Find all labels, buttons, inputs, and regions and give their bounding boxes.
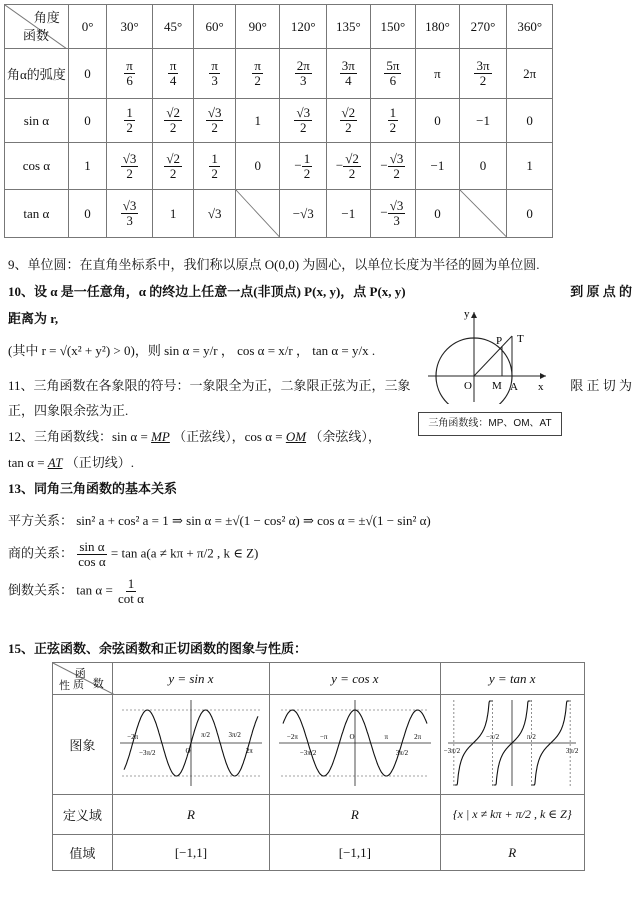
denominator: 4 [169, 73, 177, 88]
numerator: √2 [341, 105, 356, 120]
numerator: √3 [296, 105, 311, 120]
denominator: 2 [393, 165, 400, 181]
tick-label: −3π/2 [299, 748, 317, 757]
trig-row [5, 143, 553, 190]
sin-domain: R [112, 795, 270, 835]
numerator: √3 [389, 150, 404, 166]
trig-value-cell [280, 143, 327, 190]
tan-graph-cell [440, 695, 584, 795]
angle-header: 90° [235, 5, 280, 49]
tan-domain: {x | x ≠ kπ + π/2 , k ∈ Z} [440, 795, 584, 835]
fraction [384, 59, 401, 88]
value-text: 1 [169, 205, 177, 221]
angle-header: 45° [152, 5, 194, 49]
denominator: 2 [254, 73, 261, 88]
fraction [295, 59, 312, 88]
angle-header: 30° [107, 5, 153, 49]
numerator: π [211, 58, 218, 73]
corner-header-cell [5, 5, 69, 49]
item-15-title: 15、正弦函数、余弦函数和正切函数的图象与性质： [8, 641, 308, 656]
fraction [164, 106, 182, 135]
tick-label: −3π/2 [444, 746, 461, 755]
value-text: 0 [84, 205, 91, 221]
value-text: 1 [84, 158, 91, 173]
value-text: 1 [254, 112, 261, 128]
fraction [206, 106, 224, 135]
row-label: cos α [5, 143, 69, 190]
tick-label: 2π [245, 746, 253, 755]
numerator: π [126, 58, 133, 73]
tick-label: 3π/2 [395, 748, 409, 757]
tick-label: O [349, 732, 355, 741]
tick-label: 3π/2 [228, 730, 241, 739]
item-12-line-1 [8, 426, 381, 445]
numerator: √3 [389, 198, 404, 213]
item-12-at: AT [47, 455, 63, 470]
numerator: 3π [476, 58, 490, 73]
numerator: 1 [211, 150, 218, 166]
item-10-line-1: 10、设 α 是一任意角，α 的终边上任意一点(非顶点) P(x, y)，点 P(x, y) [8, 284, 406, 299]
angle-header: 120° [280, 5, 327, 49]
tick-label: −2π [286, 732, 298, 741]
trig-value-cell [280, 190, 327, 238]
value-text: 0 [479, 158, 487, 173]
fraction [388, 199, 406, 228]
fraction [124, 59, 135, 88]
trig-value-cell [459, 143, 507, 190]
trig-value-cell [68, 143, 106, 190]
item-11-line-2: 正，四象限余弦为正. [8, 403, 129, 418]
fraction [388, 152, 406, 181]
trig-value-cell [327, 99, 371, 143]
tick-label: π/2 [527, 732, 537, 741]
value-text: 0 [84, 65, 91, 81]
unit-circle-caption: 三角函数线：MP、OM、AT [418, 412, 562, 436]
trig-value-cell [194, 143, 236, 190]
trig-value-cell [507, 99, 553, 143]
item-12-sin-prefix: 12、三角函数线：sin α = [8, 429, 148, 444]
numerator: 1 [303, 150, 311, 166]
fraction [340, 106, 358, 135]
denominator: 3 [300, 73, 307, 88]
x-axis-arrow [540, 373, 546, 379]
header-function: 函数 [23, 28, 50, 43]
item-12-mp: MP [151, 429, 170, 444]
trig-value-cell [194, 190, 236, 238]
fraction [302, 152, 313, 181]
angle-header: 60° [194, 5, 236, 49]
tan-graph [444, 696, 580, 790]
trig-value-cell [107, 49, 153, 99]
value-text: −1 [430, 158, 445, 173]
undefined-diagonal [460, 190, 507, 237]
tan-range: R [440, 835, 584, 871]
trig-value-cell [370, 49, 416, 99]
numerator: √3 [122, 198, 137, 213]
corner-prop-1: 性 [59, 680, 70, 692]
fraction [340, 59, 357, 88]
denominator: 2 [479, 73, 487, 88]
trig-value-cell [68, 49, 106, 99]
fraction [252, 59, 263, 88]
col-tan: y = tan x [440, 663, 584, 695]
item-12-line-2 [8, 452, 134, 471]
value-text: 0 [434, 205, 441, 221]
numerator: π [169, 58, 177, 73]
tick-label: 3π/2 [566, 746, 579, 755]
denominator: 6 [389, 73, 397, 88]
tick-label: π/2 [201, 730, 210, 739]
fraction [209, 59, 220, 88]
row-label-graph: 图象 [53, 695, 113, 795]
label-o: O [464, 380, 472, 392]
row-label: tan α [5, 190, 69, 238]
value-text: 0 [526, 205, 533, 221]
trig-value-cell [459, 49, 507, 99]
trig-value-cell [459, 99, 507, 143]
item-12-tan-suffix: （正切线）. [65, 455, 134, 470]
value-text: −√3 [292, 205, 314, 221]
value-text: 0 [526, 112, 533, 128]
trig-value-cell [152, 143, 194, 190]
angle-header: 360° [507, 5, 553, 49]
item-10-formula: (其中 r = √(x² + y²) > 0)，则 sin α = y/r ， cos α = x/r ， tan α = y/x . [8, 343, 376, 358]
denominator: 2 [169, 120, 177, 135]
denominator: 2 [389, 120, 397, 135]
value-text: √3 [207, 205, 222, 221]
numerator: 3π [341, 58, 355, 73]
denominator: 2 [211, 120, 218, 135]
denominator: 2 [303, 165, 311, 181]
row-label: sin α [5, 99, 69, 143]
trig-value-cell [416, 99, 460, 143]
denominator: 2 [345, 120, 352, 135]
angle-header: 150° [370, 5, 416, 49]
trig-value-cell [235, 99, 280, 143]
row-label: 角α的弧度 [5, 49, 69, 99]
trig-value-cell [107, 143, 153, 190]
graph-corner-cell [53, 663, 113, 695]
trig-value-cell [370, 190, 416, 238]
item-11-line-1: 11、三角函数在各象限的符号：一象限全为正，二象限正弦为正，三象 [8, 378, 411, 393]
angle-header: 0° [68, 5, 106, 49]
y-axis-arrow [471, 312, 477, 318]
trig-row [5, 49, 553, 99]
angle-header: 135° [327, 5, 371, 49]
label-p: P [496, 335, 503, 347]
label-a: A [510, 381, 518, 393]
denominator: 3 [211, 73, 218, 88]
quotient-expr: = tan a(a ≠ kπ + π/2 , k ∈ Z) [110, 545, 259, 561]
unit-circle-diagram [424, 304, 564, 404]
minus-sign: − [380, 204, 388, 220]
sin-graph-cell [112, 695, 270, 795]
col-cos: y = cos x [270, 663, 440, 695]
trig-row [5, 99, 553, 143]
fraction [121, 199, 139, 228]
numerator: √3 [207, 105, 222, 120]
trig-value-cell [107, 190, 153, 238]
trig-row [5, 190, 553, 238]
header-angle: 角度 [33, 10, 60, 25]
numerator: √2 [166, 150, 180, 166]
col-sin: y = sin x [112, 663, 270, 695]
label-m: M [492, 380, 502, 392]
minus-sign: − [380, 156, 388, 172]
denominator: 3 [126, 213, 133, 228]
label-x: x [538, 381, 544, 393]
angle-header: 270° [459, 5, 507, 49]
trig-value-cell [507, 49, 553, 99]
numerator: √3 [122, 150, 137, 166]
trig-value-cell [507, 143, 553, 190]
trig-value-cell [327, 49, 371, 99]
item-12-cos-suffix: （余弦线）， [309, 429, 381, 444]
trig-value-cell [235, 143, 280, 190]
angle-header: 180° [416, 5, 460, 49]
denominator: 2 [126, 165, 133, 181]
quotient-label: 商的关系： [8, 545, 74, 561]
numerator: 2π [296, 58, 310, 73]
trig-value-cell [416, 143, 460, 190]
trig-value-cell [107, 99, 153, 143]
label-y: y [464, 308, 470, 320]
trig-value-cell [416, 190, 460, 238]
minus-sign: − [335, 156, 344, 172]
trig-value-cell [152, 190, 194, 238]
cos-graph [275, 696, 435, 790]
reciprocal-fraction: $\frac{1}{\text{cot α}}$ [118, 576, 144, 606]
tick-label: O [185, 746, 191, 755]
numerator: √2 [345, 150, 359, 166]
row-label-domain: 定义域 [53, 795, 113, 835]
numerator: 5π [386, 58, 400, 73]
trig-value-cell [68, 99, 106, 143]
tick-label: −π [319, 732, 328, 741]
item-9-unit-circle: 9、单位圆：在直角坐标系中，我们称以原点 O(0,0) 为圆心，以单位长度为半径的圆为单位圆. [8, 257, 540, 272]
value-text: π [434, 65, 441, 81]
fraction [209, 152, 220, 181]
denominator: 2 [348, 165, 356, 181]
denominator: 2 [126, 120, 133, 135]
sin-graph [116, 696, 266, 790]
trig-value-cell [194, 49, 236, 99]
numerator: √2 [166, 105, 180, 120]
tick-label: 2π [413, 732, 421, 741]
fraction [168, 59, 179, 88]
fraction [474, 59, 491, 88]
item-10-line-1-end: 到 原 点 的 [570, 284, 632, 299]
item-12-tan-prefix: tan α = [8, 455, 45, 470]
trig-value-cell [507, 190, 553, 238]
tick-label: π [384, 732, 388, 741]
item-12-om: OM [285, 429, 307, 444]
trig-value-cell [370, 143, 416, 190]
reciprocal-label: 倒数关系： tan α = [8, 582, 113, 598]
label-t: T [517, 333, 524, 345]
numerator: 1 [389, 105, 397, 120]
trig-value-cell [194, 99, 236, 143]
trig-value-cell [370, 99, 416, 143]
trig-value-cell [152, 99, 194, 143]
trig-value-cell [327, 143, 371, 190]
value-text: −1 [341, 205, 356, 221]
value-text: 1 [526, 158, 533, 173]
denominator: 4 [345, 73, 352, 88]
trig-value-cell [459, 190, 507, 238]
corner-fn-2: 数 [92, 678, 104, 690]
fraction [124, 106, 135, 135]
trig-value-cell [280, 99, 327, 143]
numerator: π [254, 58, 261, 73]
corner-fn-1: 函 [74, 668, 86, 680]
value-text: 0 [84, 112, 91, 128]
trig-value-cell [68, 190, 106, 238]
fraction [343, 152, 361, 181]
square-relation: 平方关系： sin² a + cos² a = 1 ⇒ sin α = ±√(1 − cos² α) ⇒ cos α = ±√(1 − sin² α) [8, 513, 431, 528]
minus-sign: − [294, 156, 302, 172]
tick-label: −π/2 [486, 732, 500, 741]
corner-prop-2: 质 [73, 679, 84, 691]
denominator: 2 [211, 165, 218, 181]
tick-label: −2π [127, 732, 139, 741]
cos-range: [−1,1] [270, 835, 440, 871]
tick-label: −3π/2 [139, 748, 156, 757]
trig-value-cell [235, 190, 280, 238]
trig-values-table [4, 4, 553, 238]
denominator: 3 [393, 213, 400, 228]
fraction [294, 106, 312, 135]
quotient-fraction: $\frac{\text{sin α}}{\text{cos α}}$ [78, 539, 106, 569]
item-11-line-1-end: 限 正 切 为 [570, 378, 632, 393]
item-12-cos-prefix: （正弦线），cos α = [173, 429, 283, 444]
fraction [121, 152, 139, 181]
sin-range: [−1,1] [112, 835, 270, 871]
reciprocal-relation [8, 577, 146, 606]
numerator: 1 [126, 105, 133, 120]
trig-value-cell [327, 190, 371, 238]
item-10-line-2: 距离为 r, [8, 311, 59, 326]
value-text: 0 [254, 158, 261, 173]
value-text: 2π [523, 65, 537, 81]
cos-domain: R [270, 795, 440, 835]
cos-graph-cell [270, 695, 440, 795]
row-label-range: 值域 [53, 835, 113, 871]
denominator: 6 [126, 73, 133, 88]
quotient-relation [8, 540, 258, 569]
denominator: 2 [169, 165, 177, 181]
trig-value-cell [235, 49, 280, 99]
trig-value-cell [280, 49, 327, 99]
trig-value-cell [152, 49, 194, 99]
fraction [388, 106, 399, 135]
fraction [164, 152, 182, 181]
value-text: −1 [476, 112, 490, 128]
trig-value-cell [416, 49, 460, 99]
item-13-title: 13、同角三角函数的基本关系 [8, 481, 178, 496]
function-graph-table [52, 662, 585, 871]
denominator: 2 [300, 120, 307, 135]
undefined-diagonal [236, 190, 280, 237]
value-text: 0 [434, 112, 441, 128]
